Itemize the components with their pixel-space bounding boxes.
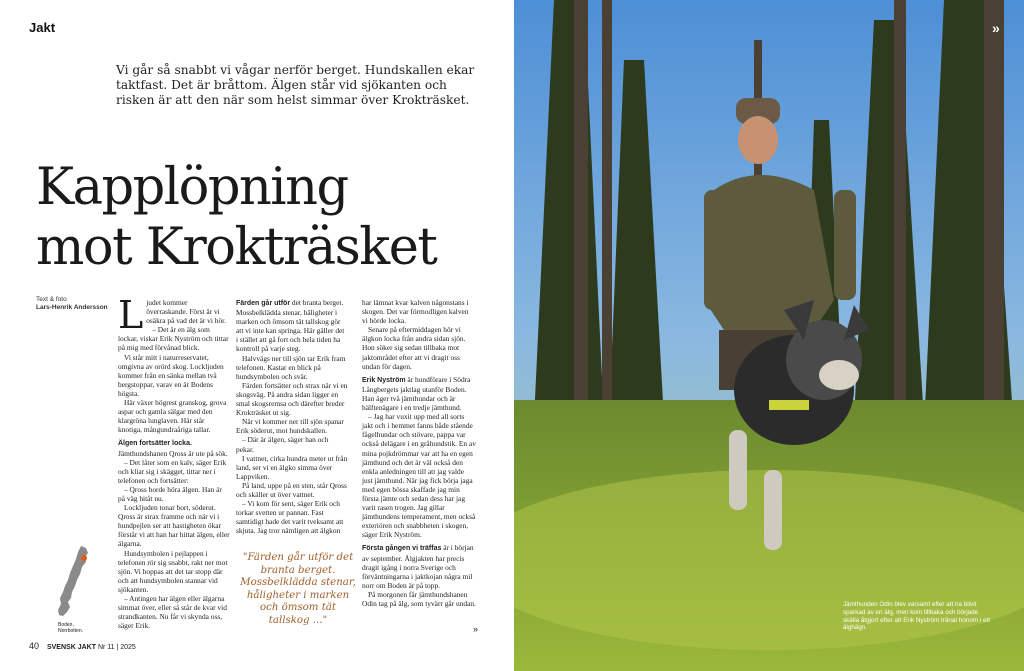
next-page-arrow-icon[interactable]: »: [992, 20, 1000, 36]
paragraph: Halvvägs ner till sjön tar Erik fram telefonen. Kastar en blick på hundsymbolen och svär.: [236, 353, 346, 381]
paragraph: Färden fortsätter och strax när vi en skogsväg. På andra sidan ligger en smal skogsremsa och därefter breder Krokträsket ut sig.: [236, 380, 348, 418]
issue-number: Nr 11 | 2025: [97, 644, 136, 651]
paragraph: När vi kommer ner till sjön spanar Erik söderut, mot hundskallen.: [236, 417, 344, 436]
paragraph: I vattnet, cirka hundra meter ut från land, ser vi en älgko simma över Lappviken.: [236, 453, 348, 481]
magazine-name: SVENSK JAKT: [46, 644, 96, 651]
paragraph: Lockljuden tonar bort, söderut. Qross är strax framme och när vi i hundpejlen ser att hastigheten ökar förstår vi att han har hittat älgen, eller älgarna.: [118, 503, 230, 549]
pull-quote: "Färden går utför det branta berget. Mossbelklädda stenar, håligheter i marken och ömsom tät tallskog ...": [240, 552, 356, 626]
paragraph: – Där är älgen, säger han och pekar.: [236, 435, 329, 454]
paragraph: – Det är en älg som lockar, viskar Erik Nyström och tittar på mig med förvånad blick.: [118, 325, 229, 353]
folio: [29, 641, 136, 651]
body-column-2: [236, 298, 348, 535]
paragraph: Älgen fortsätter locka. Jämthundshanen Qross är ute på sök.: [118, 440, 228, 458]
paragraph: Färden går utför det branta berget. Mossbelklädda stenar, hâligheter i marken och ömsom tät tallskog gör att vi inte kan springa. Här gäller det i stället att gå fort och hela tiden ha kontroll på varje steg.: [236, 298, 345, 354]
paragraph: – Jag har vuxit upp med all sorts jakt och i hemmet fanns både stående fågelhundar och stövare, pappa var också delägare i en gråhundstik. En av mina pojkdrömmar var att ha en egen jämthund och det är väl också den enkla anledningen till att jag valde just jämthund. När jag fick börja jaga med egen bössa skaffade jag min första jämte och sedan dess har jag varit rasen trogen. Jag gillar jämthundens temperament, men också exteriören och snabbheten i skogen, säger Erik Nyström.: [362, 412, 476, 540]
continue-arrow-icon: »: [473, 624, 479, 634]
right-page: [514, 0, 1024, 671]
paragraph: – Vi kom för sent, säger Erik och torkar svetten ur pannan. Fast samtidigt hade det varit tveksamt att skjuta. Jag tror nämligen att älgkon: [236, 499, 344, 536]
byline: [36, 296, 116, 312]
paragraph: Ljudet kommer överraskande. Först är vi osäkra på vad det är vi hör.: [118, 293, 227, 337]
byline-label: Text & foto: [36, 296, 67, 303]
ingress: Vi går så snabbt vi vågar nerför berget. Hundskallen ekar taktfast. Det är bråttom. Älgen står vid sjökanten och risken är att den när som helst simmar över Krokträsket.: [116, 63, 475, 107]
paragraph: Vi står mitt i naturreservatet, omgivna av orörd skog. Locklјuden kommer från en sänka mellan två bergstoppar, varav en är Bodens högsta.: [118, 352, 224, 398]
headline-line-1: Kapplöpning: [36, 158, 348, 217]
paragraph: – Antingen har älgen eller älgarna simmat över, eller så står de kvar vid strandkanten. Nu får vi skynda oss, säger Erik.: [118, 594, 227, 631]
paragraph: Hundsymbolen i pejlappen i telefonen rör sig snabbt, rakt ner mot sjön. Vi hoppas att det tar stopp där och att hundsymbolen stannar vid sjökanten.: [118, 548, 228, 594]
byline-name: Lars-Henrik Andersson: [36, 304, 108, 311]
page-number: 40: [29, 641, 40, 651]
dropcap: L: [118, 293, 144, 337]
map-marker-icon: [81, 555, 87, 561]
map-caption: Boden, Norrbotten.: [58, 622, 84, 634]
body-column-1: [118, 293, 230, 631]
paragraph: På land, uppe på en sten, står Qross och skäller ut över vattnet.: [236, 480, 347, 499]
paragraph: – Det låter som en kalv, säger Erik och kliar sig i skägget, tittar ner i telefonen och fortsätter:: [118, 457, 227, 485]
body-column-3: [362, 298, 476, 608]
paragraph: har lämnat kvar kalven någonstans i skogen. Det var förmodligen kalven vi hörde locka.: [362, 298, 469, 326]
paragraph: Här växer högrest granskog, grova aspar och gamla sälgar med den klargröna lunglaven. Här står knotiga, mångundraåriga tallar.: [118, 398, 227, 435]
paragraph: – Qross borde höra älgen. Han är på väg hitåt nu.: [118, 484, 222, 503]
paragraph: Senare på eftermiddagen hör vi älgkon locka från andra sidan sjön. Hon söker sig sedan tillbaka mot jaktområdet efter att vi dragit oss undan för dagen.: [362, 325, 466, 371]
paragraph: Första gången vi träffas är i början av september. Älgjakten har precis dragit igång i norra Sverige och förväntningarna i jaktkojan några mil norr om Boden är på topp.: [362, 543, 474, 590]
headline: [36, 158, 506, 278]
paragraph: Erik Nyström är hundförare i Södra Långbergets jaktlag utanför Boden. Han äger två jämthundar och är hälftenägare i en tredje jämthund.: [362, 374, 471, 413]
sweden-map-icon: [55, 544, 95, 619]
section-tag: Jakt: [29, 20, 56, 35]
headline-line-2: mot Krokträsket: [36, 218, 437, 277]
paragraph: På morgonen får jämthundshanen Odin tag på älg, som tyvärr går undan.: [362, 589, 476, 608]
hunter-with-dog-photo: [514, 0, 1024, 671]
photo-caption: Jämthunden Odin blev varsamt efter att ha blivit sparkad av en älg, men kom tillbaka och började skälla åtgjort efter att Erik Nyström tränat honom i ett älghägn.: [843, 601, 990, 632]
